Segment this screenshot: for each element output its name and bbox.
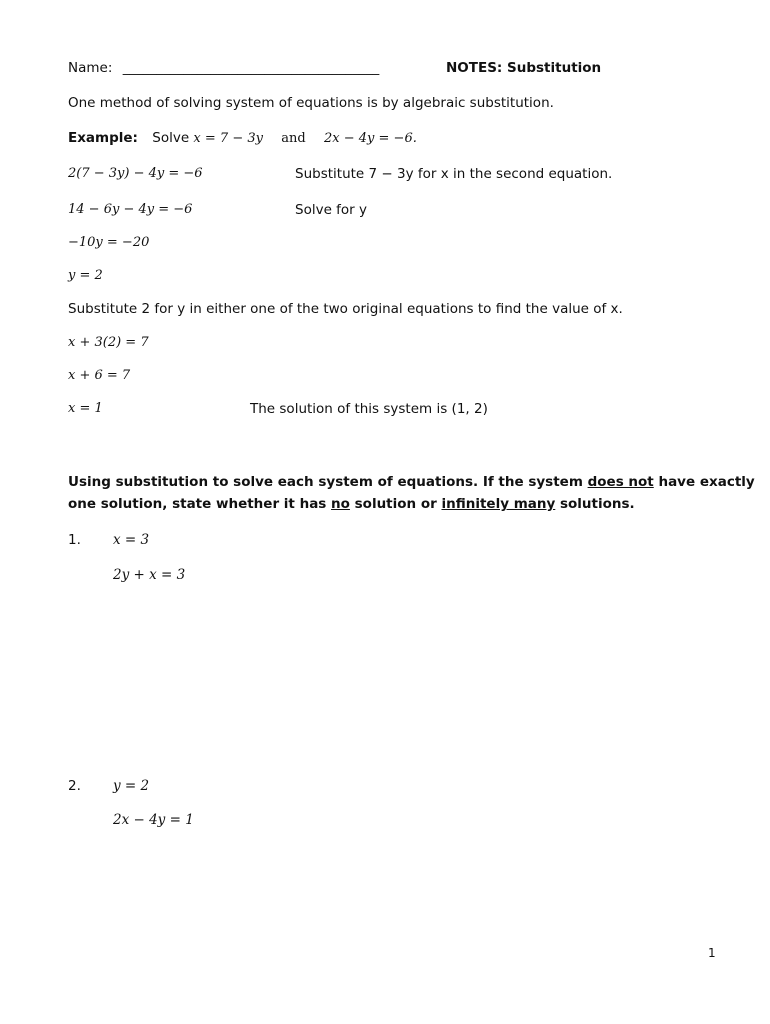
problem-eq1: x = 3 (113, 532, 150, 548)
problem-number: 2. (68, 778, 81, 794)
problem-number: 1. (68, 532, 81, 548)
step2-equation: x + 6 = 7 (68, 368, 131, 383)
step-equation: −10y = −20 (68, 235, 150, 250)
step2-equation: x = 1 (68, 401, 103, 416)
instructions-line-1 (68, 473, 755, 491)
step-equation: 14 − 6y − 4y = −6 (68, 202, 193, 217)
name-blank: ______________________________________ (122, 60, 380, 76)
step-note: Substitute 7 − 3y for x in the second equation. (295, 166, 613, 182)
instructions-line-2 (68, 495, 635, 513)
solution-note: The solution of this system is (1, 2) (250, 401, 488, 417)
example-line (68, 129, 417, 148)
instructions-text: solution or (349, 496, 442, 512)
instructions-text: Using substitution to solve each system of equations. If the system (68, 474, 588, 490)
example-solve: Solve (152, 130, 194, 146)
page-title: NOTES: Substitution (446, 60, 602, 76)
step-equation: y = 2 (68, 268, 103, 283)
does-not-emphasis: does not (587, 474, 654, 490)
problem-eq2: 2x − 4y = 1 (113, 812, 194, 828)
instructions-text: have exactly (653, 474, 755, 490)
name-label: Name: (68, 60, 113, 76)
instructions-text: solutions. (555, 496, 635, 512)
step-note: Solve for y (295, 202, 368, 218)
substitute-text: Substitute 2 for y in either one of the two original equations to find the value of x. (68, 301, 623, 317)
problem-eq2: 2y + x = 3 (113, 567, 186, 583)
example-and: and (281, 131, 306, 146)
infinitely-many-emphasis: infinitely many (441, 496, 556, 512)
example-label: Example: (68, 130, 138, 146)
example-eq2: 2x − 4y = −6. (324, 131, 417, 146)
no-emphasis: no (331, 496, 350, 512)
step2-equation: x + 3(2) = 7 (68, 335, 149, 350)
example-eq1: x = 7 − 3y (193, 131, 263, 146)
name-line (68, 59, 379, 77)
page-number: 1 (708, 946, 716, 960)
step-equation: 2(7 − 3y) − 4y = −6 (68, 166, 203, 181)
problem-eq1: y = 2 (113, 778, 150, 794)
intro-text: One method of solving system of equations is by algebraic substitution. (68, 95, 554, 111)
instructions-text: one solution, state whether it has (68, 496, 332, 512)
